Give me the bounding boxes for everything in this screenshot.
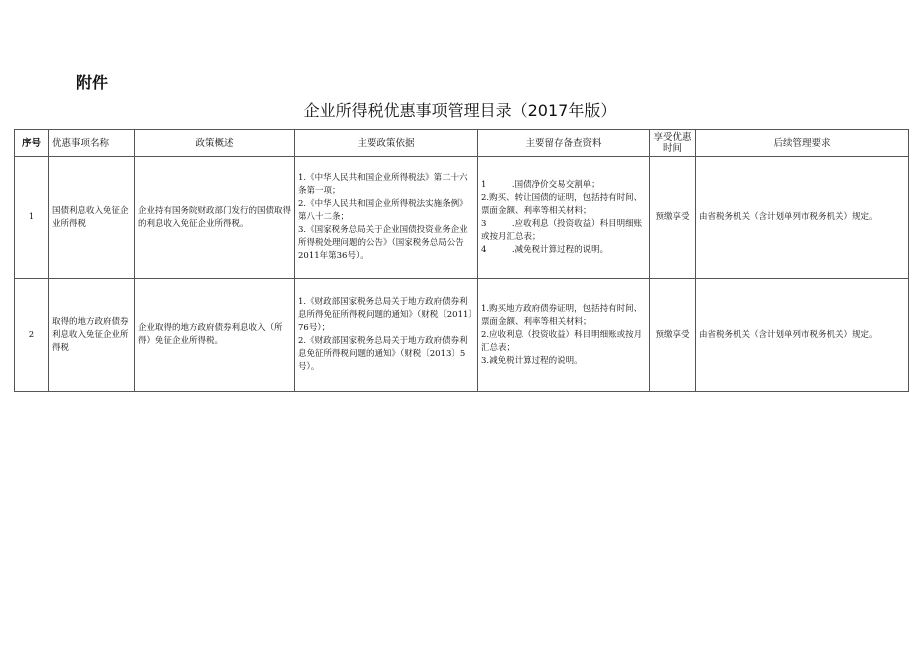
page-title: 企业所得税优惠事项管理目录（2017年版） [303,101,617,120]
material-line: 4 .减免税计算过程的说明。 [481,244,609,255]
header-summary: 政策概述 [135,130,295,157]
cell-summary: 企业取得的地方政府债券利息收入（所得）免征企业所得税。 [135,279,295,392]
material-line: 1 .国债净价交易交割单； [481,179,600,190]
basis-line: 1.《财政部国家税务总局关于地方政府债券利息所得免征所得税问题的通知》（财税〔2011〕76号）； [298,297,473,333]
cell-materials [478,279,650,392]
material-line: 1.购买地方政府债券证明，包括持有时间、票面金额、利率等相关材料； [481,303,643,327]
basis-line: 2.《中华人民共和国企业所得税法实施条例》第八十二条； [298,199,468,222]
cell-basis [295,279,478,392]
cell-enjoy-time: 预缴享受 [650,279,696,392]
cell-basis [295,157,478,279]
header-materials: 主要留存备查资料 [478,130,650,157]
header-enjoy-time: 享受优惠时间 [650,130,696,157]
cell-seq: 2 [15,279,49,392]
header-basis: 主要政策依据 [295,130,478,157]
header-followup: 后续管理要求 [696,130,909,157]
material-line: 3.减免税计算过程的说明。 [481,355,583,366]
table-header-row [15,130,909,157]
material-line: 2.购买、转让国债的证明，包括持有时间、票面金额、利率等相关材料； [481,192,643,216]
cell-materials [478,157,650,279]
material-line: 2.应收利息（投资收益）科目明细账或按月汇总表； [481,329,643,353]
cell-followup: 由省税务机关（含计划单列市税务机关）规定。 [696,157,909,279]
cell-item: 取得的地方政府债券利息收入免征企业所得税 [49,279,135,392]
cell-summary: 企业持有国务院财政部门发行的国债取得的利息收入免征企业所得税。 [135,157,295,279]
table-row [15,279,909,392]
basis-line: 2.《财政部国家税务总局关于地方政府债券利息免征所得税问题的通知》（财税〔2013〕5号）。 [298,336,468,372]
tax-incentive-table [14,129,909,392]
cell-seq: 1 [15,157,49,279]
basis-line: 1.《中华人民共和国企业所得税法》第二十六条第一项； [298,173,468,196]
cell-item: 国债利息收入免征企业所得税 [49,157,135,279]
table-row [15,157,909,279]
material-line: 3 .应收利息（投资收益）科目明细账或按月汇总表； [481,218,643,242]
header-item: 优惠事项名称 [49,130,135,157]
header-seq: 序号 [15,130,49,157]
cell-followup: 由省税务机关（含计划单列市税务机关）规定。 [696,279,909,392]
basis-line: 3.《国家税务总局关于企业国债投资业务企业所得税处理问题的公告》（国家税务总局公告2011年第36号）。 [298,225,468,261]
attachment-label: 附件 [76,73,109,92]
cell-enjoy-time: 预缴享受 [650,157,696,279]
